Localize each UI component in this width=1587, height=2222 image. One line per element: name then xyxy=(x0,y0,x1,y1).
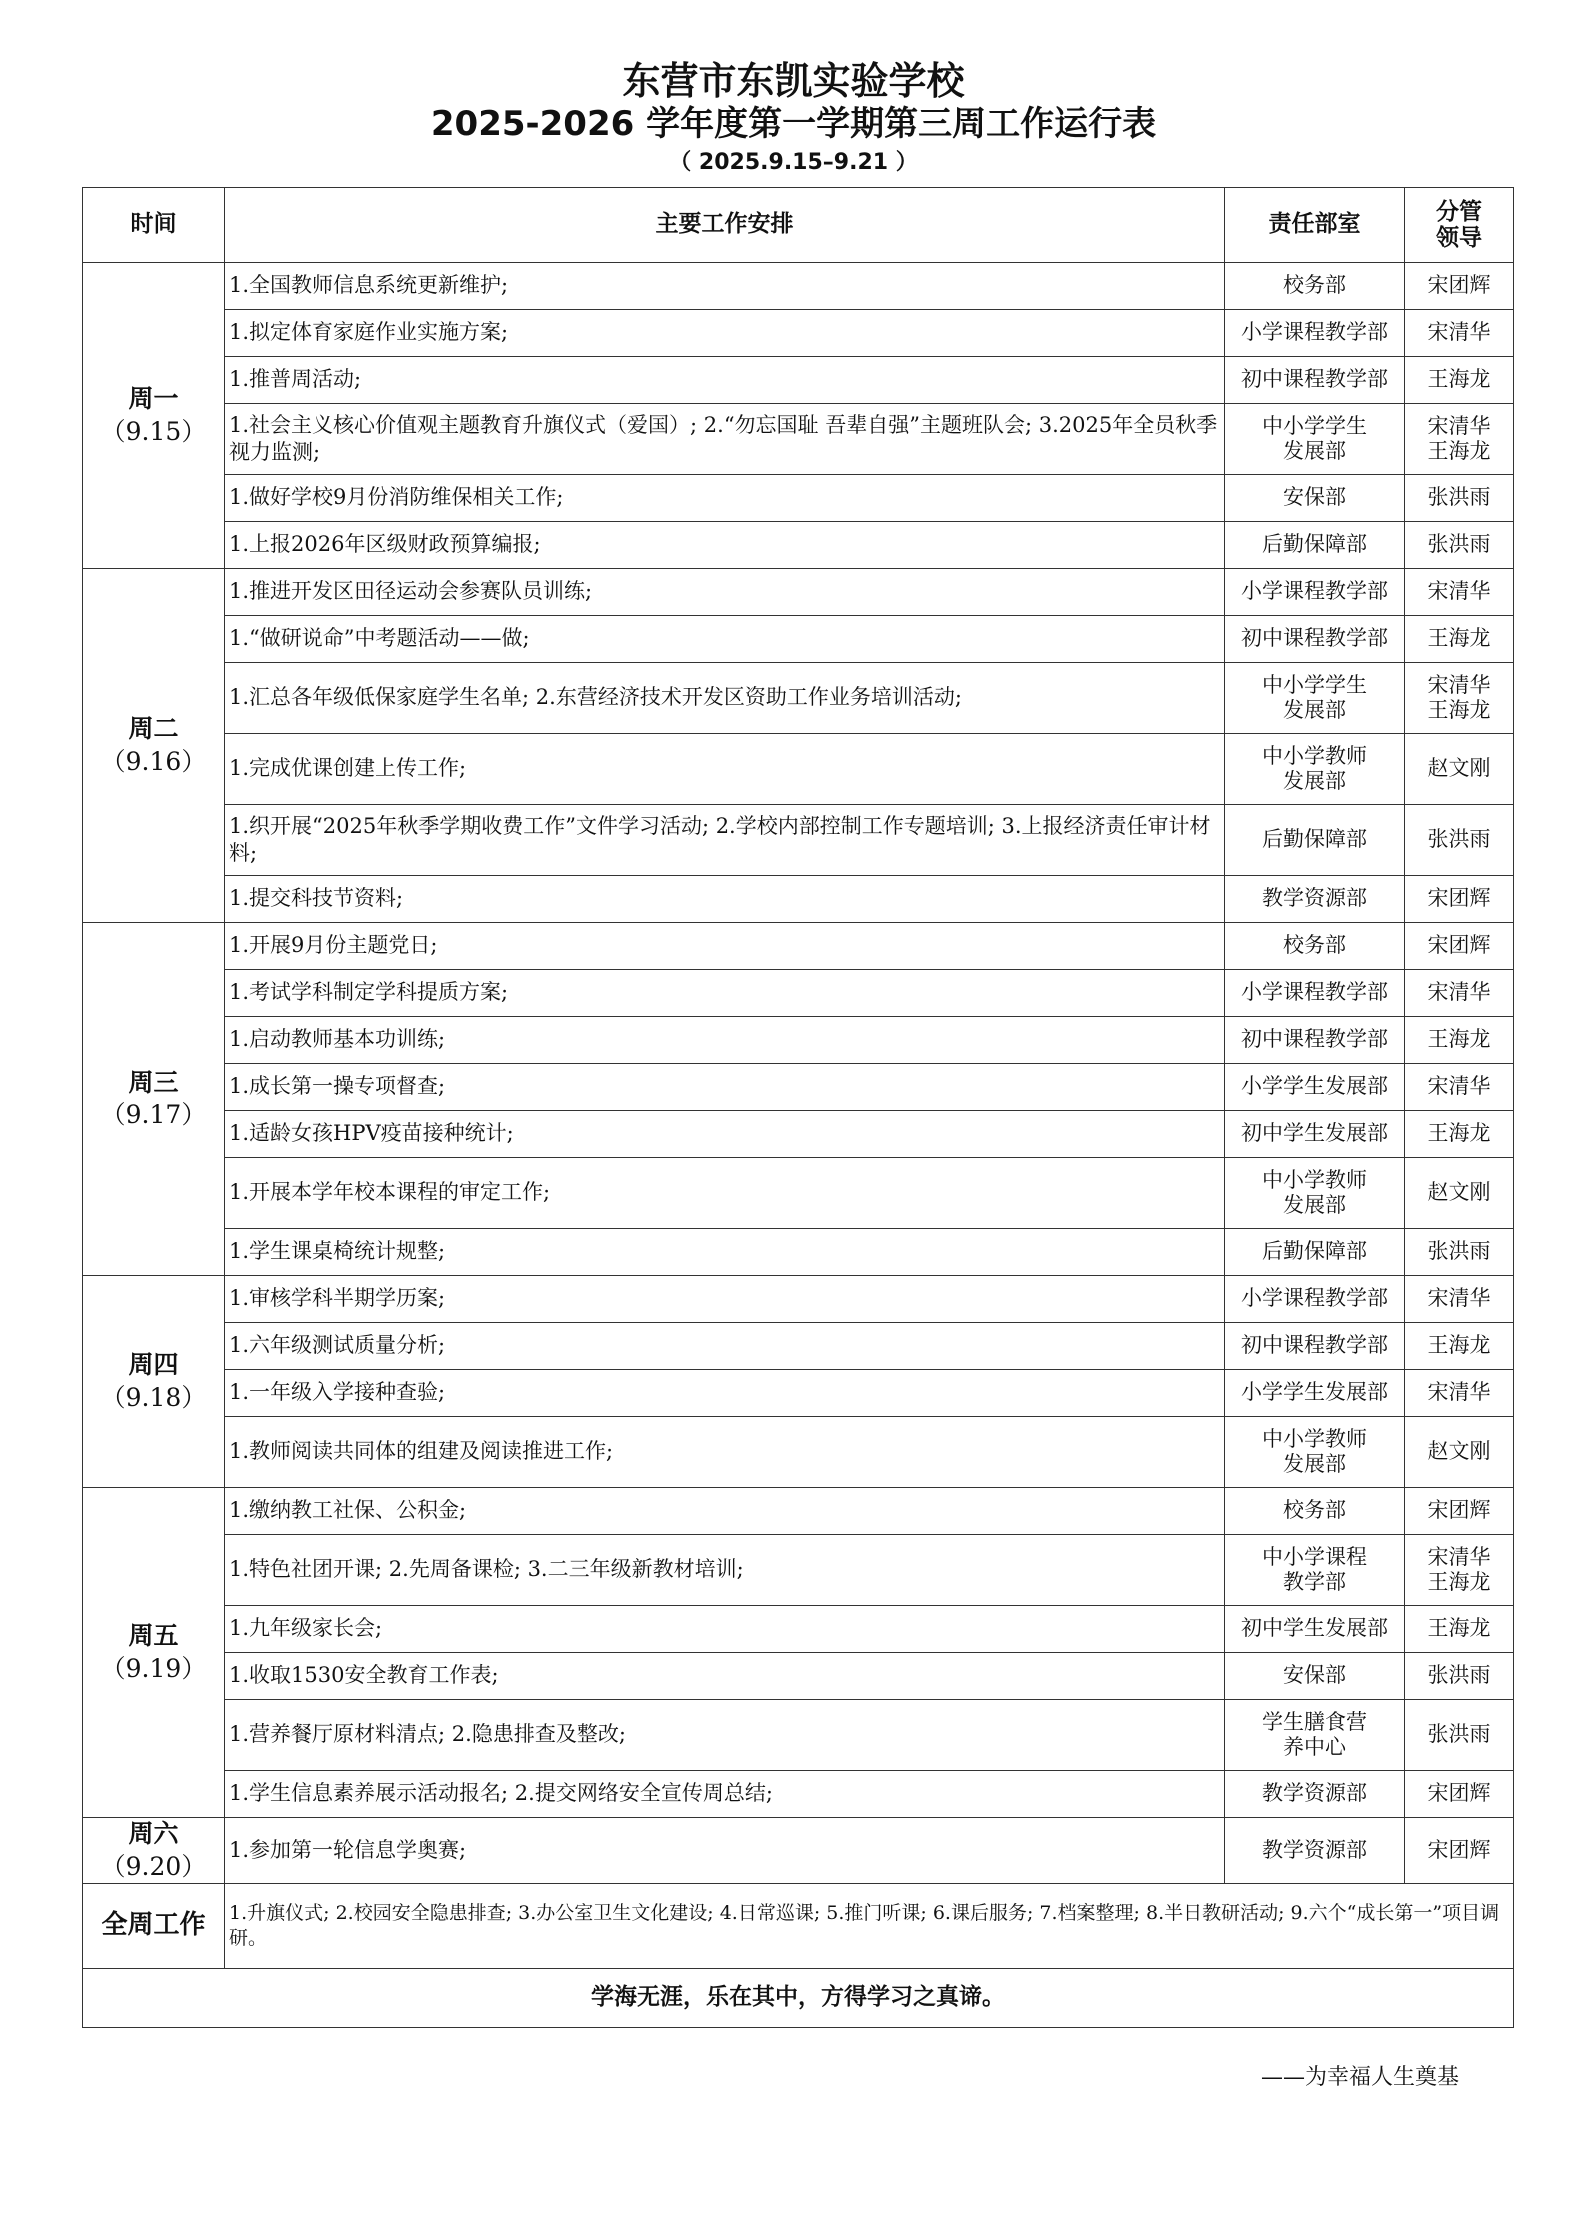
weekly-row xyxy=(83,1884,1514,1969)
table-row xyxy=(83,1700,1514,1771)
table-row xyxy=(83,404,1514,475)
table-row xyxy=(83,1818,1514,1884)
lead-cell: 张洪雨 xyxy=(1405,1700,1514,1771)
dept-cell: 初中课程教学部 xyxy=(1225,1323,1405,1370)
table-row xyxy=(83,876,1514,923)
task-cell: 1.启动教师基本功训练; xyxy=(225,1017,1225,1064)
task-cell: 1.教师阅读共同体的组建及阅读推进工作; xyxy=(225,1417,1225,1488)
lead-cell: 赵文刚 xyxy=(1405,1158,1514,1229)
table-row xyxy=(83,1370,1514,1417)
lead-cell: 王海龙 xyxy=(1405,1606,1514,1653)
dept-cell: 小学课程教学部 xyxy=(1225,310,1405,357)
dept-cell: 安保部 xyxy=(1225,1653,1405,1700)
header-row xyxy=(83,188,1514,263)
dept-cell: 中小学教师发展部 xyxy=(1225,734,1405,805)
dept-cell: 初中课程教学部 xyxy=(1225,616,1405,663)
table-row xyxy=(83,1017,1514,1064)
schedule-table xyxy=(82,187,1514,2028)
school-name: 东营市东凯实验学校 xyxy=(622,59,965,103)
day-date: （9.20） xyxy=(100,1851,207,1881)
day-name: 周二 xyxy=(128,714,179,743)
lead-cell: 张洪雨 xyxy=(1405,1653,1514,1700)
table-row xyxy=(83,1229,1514,1276)
task-cell: 1.九年级家长会; xyxy=(225,1606,1225,1653)
lead-cell: 宋团辉 xyxy=(1405,923,1514,970)
task-cell: 1.社会主义核心价值观主题教育升旗仪式（爱国）; 2.“勿忘国耻 吾辈自强”主题班队会; 3.2025年全员秋季视力监测; xyxy=(225,404,1225,475)
col-lead-header xyxy=(1405,188,1514,263)
table-row xyxy=(83,734,1514,805)
motto-row xyxy=(83,1969,1514,2028)
dept-cell: 初中课程教学部 xyxy=(1225,1017,1405,1064)
task-cell: 1.特色社团开课; 2.先周备课检; 3.二三年级新教材培训; xyxy=(225,1535,1225,1606)
lead-cell: 王海龙 xyxy=(1405,1111,1514,1158)
dept-cell: 教学资源部 xyxy=(1225,1818,1405,1884)
task-cell: 1.缴纳教工社保、公积金; xyxy=(225,1488,1225,1535)
lead-cell: 宋团辉 xyxy=(1405,876,1514,923)
lead-cell: 张洪雨 xyxy=(1405,805,1514,876)
dept-cell: 中小学学生发展部 xyxy=(1225,404,1405,475)
task-cell: 1.开展本学年校本课程的审定工作; xyxy=(225,1158,1225,1229)
day-name: 周三 xyxy=(128,1067,179,1097)
dept-cell: 初中学生发展部 xyxy=(1225,1606,1405,1653)
task-cell: 1.成长第一操专项督查; xyxy=(225,1064,1225,1111)
table-row xyxy=(83,569,1514,616)
dept-cell: 后勤保障部 xyxy=(1225,805,1405,876)
lead-cell: 王海龙 xyxy=(1405,1323,1514,1370)
table-row xyxy=(83,616,1514,663)
day-name: 周一 xyxy=(128,384,179,413)
lead-cell: 张洪雨 xyxy=(1405,522,1514,569)
dept-cell: 校务部 xyxy=(1225,1488,1405,1535)
lead-cell: 宋清华 xyxy=(1405,310,1514,357)
dept-cell: 小学课程教学部 xyxy=(1225,569,1405,616)
table-row xyxy=(83,263,1514,310)
task-cell: 1.完成优课创建上传工作; xyxy=(225,734,1225,805)
weekly-label: 全周工作 xyxy=(83,1884,225,1969)
lead-cell: 宋清华 xyxy=(1405,569,1514,616)
lead-cell: 宋清华 xyxy=(1405,970,1514,1017)
table-row xyxy=(83,1158,1514,1229)
task-cell: 1.一年级入学接种查验; xyxy=(225,1370,1225,1417)
lead-cell: 宋清华 王海龙 xyxy=(1405,404,1514,475)
dept-cell: 初中学生发展部 xyxy=(1225,1111,1405,1158)
col-lead-header-text: 分管领导 xyxy=(1436,198,1482,251)
day-cell xyxy=(83,1276,225,1488)
table-row xyxy=(83,1064,1514,1111)
table-row xyxy=(83,805,1514,876)
lead-cell: 宋清华 xyxy=(1405,1276,1514,1323)
day-name: 周四 xyxy=(128,1350,179,1379)
task-cell: 1.审核学科半期学历案; xyxy=(225,1276,1225,1323)
table-row xyxy=(83,923,1514,970)
day-date: （9.19） xyxy=(100,1653,207,1683)
table-row xyxy=(83,475,1514,522)
schedule-body xyxy=(83,263,1514,1884)
task-cell: 1.上报2026年区级财政预算编报; xyxy=(225,522,1225,569)
task-cell: 1.织开展“2025年秋季学期收费工作”文件学习活动; 2.学校内部控制工作专题培训; 3.上报经济责任审计材料; xyxy=(225,805,1225,876)
table-row xyxy=(83,1111,1514,1158)
dept-cell: 中小学教师发展部 xyxy=(1225,1417,1405,1488)
table-row xyxy=(83,357,1514,404)
task-cell: 1.收取1530安全教育工作表; xyxy=(225,1653,1225,1700)
task-cell: 1.汇总各年级低保家庭学生名单; 2.东营经济技术开发区资助工作业务培训活动; xyxy=(225,663,1225,734)
lead-cell: 王海龙 xyxy=(1405,357,1514,404)
dept-cell: 校务部 xyxy=(1225,263,1405,310)
task-cell: 1.提交科技节资料; xyxy=(225,876,1225,923)
table-row xyxy=(83,1653,1514,1700)
col-time-header: 时间 xyxy=(83,188,225,263)
footer-slogan: ——为幸福人生奠基 xyxy=(1260,2065,1459,2090)
task-cell: 1.推普周活动; xyxy=(225,357,1225,404)
task-cell: 1.营养餐厅原材料清点; 2.隐患排查及整改; xyxy=(225,1700,1225,1771)
table-row xyxy=(83,1323,1514,1370)
lead-cell: 王海龙 xyxy=(1405,1017,1514,1064)
dept-cell: 中小学教师发展部 xyxy=(1225,1158,1405,1229)
dept-cell: 初中课程教学部 xyxy=(1225,357,1405,404)
table-row xyxy=(83,1417,1514,1488)
lead-cell: 张洪雨 xyxy=(1405,1229,1514,1276)
lead-cell: 张洪雨 xyxy=(1405,475,1514,522)
lead-cell: 宋团辉 xyxy=(1405,1488,1514,1535)
table-row xyxy=(83,522,1514,569)
day-cell xyxy=(83,569,225,923)
table-row xyxy=(83,1488,1514,1535)
dept-cell: 后勤保障部 xyxy=(1225,1229,1405,1276)
dept-cell: 学生膳食营养中心 xyxy=(1225,1700,1405,1771)
dept-cell: 中小学学生发展部 xyxy=(1225,663,1405,734)
lead-cell: 赵文刚 xyxy=(1405,734,1514,805)
lead-cell: 宋团辉 xyxy=(1405,1818,1514,1884)
table-row xyxy=(83,1606,1514,1653)
task-cell: 1.参加第一轮信息学奥赛; xyxy=(225,1818,1225,1884)
lead-cell: 王海龙 xyxy=(1405,616,1514,663)
lead-cell: 赵文刚 xyxy=(1405,1417,1514,1488)
dept-cell: 后勤保障部 xyxy=(1225,522,1405,569)
col-task-header: 主要工作安排 xyxy=(225,188,1225,263)
day-name: 周五 xyxy=(128,1621,179,1650)
task-cell: 1.六年级测试质量分析; xyxy=(225,1323,1225,1370)
day-cell xyxy=(83,923,225,1276)
task-cell: 1.学生课桌椅统计规整; xyxy=(225,1229,1225,1276)
day-cell xyxy=(83,263,225,569)
weekly-task: 1.升旗仪式; 2.校园安全隐患排查; 3.办公室卫生文化建设; 4.日常巡课; 5.推门听课; 6.课后服务; 7.档案整理; 8.半日教研活动; 9.六个“成长第一”项目调研。 xyxy=(225,1884,1514,1969)
task-cell: 1.全国教师信息系统更新维护; xyxy=(225,263,1225,310)
task-cell: 1.“做研说命”中考题活动——做; xyxy=(225,616,1225,663)
table-row xyxy=(83,970,1514,1017)
task-cell: 1.做好学校9月份消防维保相关工作; xyxy=(225,475,1225,522)
dept-cell: 教学资源部 xyxy=(1225,876,1405,923)
day-cell xyxy=(83,1488,225,1818)
dept-cell: 中小学课程教学部 xyxy=(1225,1535,1405,1606)
day-date: （9.15） xyxy=(100,416,207,446)
lead-cell: 宋团辉 xyxy=(1405,1771,1514,1818)
table-row xyxy=(83,1276,1514,1323)
col-dept-header: 责任部室 xyxy=(1225,188,1405,263)
table-row xyxy=(83,663,1514,734)
page-title: 2025-2026 学年度第一学期第三周工作运行表 xyxy=(430,104,1157,144)
task-cell: 1.推进开发区田径运动会参赛队员训练; xyxy=(225,569,1225,616)
lead-cell: 宋清华 xyxy=(1405,1370,1514,1417)
dept-cell: 小学课程教学部 xyxy=(1225,1276,1405,1323)
lead-cell: 宋清华 王海龙 xyxy=(1405,1535,1514,1606)
day-cell xyxy=(83,1818,225,1884)
motto: 学海无涯，乐在其中，方得学习之真谛。 xyxy=(83,1969,1514,2028)
day-date: （9.18） xyxy=(100,1382,207,1412)
dept-cell: 小学课程教学部 xyxy=(1225,970,1405,1017)
task-cell: 1.适龄女孩HPV疫苗接种统计; xyxy=(225,1111,1225,1158)
task-cell: 1.学生信息素养展示活动报名; 2.提交网络安全宣传周总结; xyxy=(225,1771,1225,1818)
task-cell: 1.开展9月份主题党日; xyxy=(225,923,1225,970)
table-row xyxy=(83,310,1514,357)
day-date: （9.16） xyxy=(100,746,207,776)
table-row xyxy=(83,1535,1514,1606)
dept-cell: 小学学生发展部 xyxy=(1225,1064,1405,1111)
dept-cell: 小学学生发展部 xyxy=(1225,1370,1405,1417)
date-range: （ 2025.9.15–9.21 ） xyxy=(669,150,918,175)
dept-cell: 校务部 xyxy=(1225,923,1405,970)
task-cell: 1.拟定体育家庭作业实施方案; xyxy=(225,310,1225,357)
task-cell: 1.考试学科制定学科提质方案; xyxy=(225,970,1225,1017)
lead-cell: 宋清华 xyxy=(1405,1064,1514,1111)
lead-cell: 宋团辉 xyxy=(1405,263,1514,310)
day-name: 周六 xyxy=(128,1819,179,1848)
table-row xyxy=(83,1771,1514,1818)
lead-cell: 宋清华 王海龙 xyxy=(1405,663,1514,734)
dept-cell: 安保部 xyxy=(1225,475,1405,522)
day-date: （9.17） xyxy=(100,1100,207,1129)
dept-cell: 教学资源部 xyxy=(1225,1771,1405,1818)
